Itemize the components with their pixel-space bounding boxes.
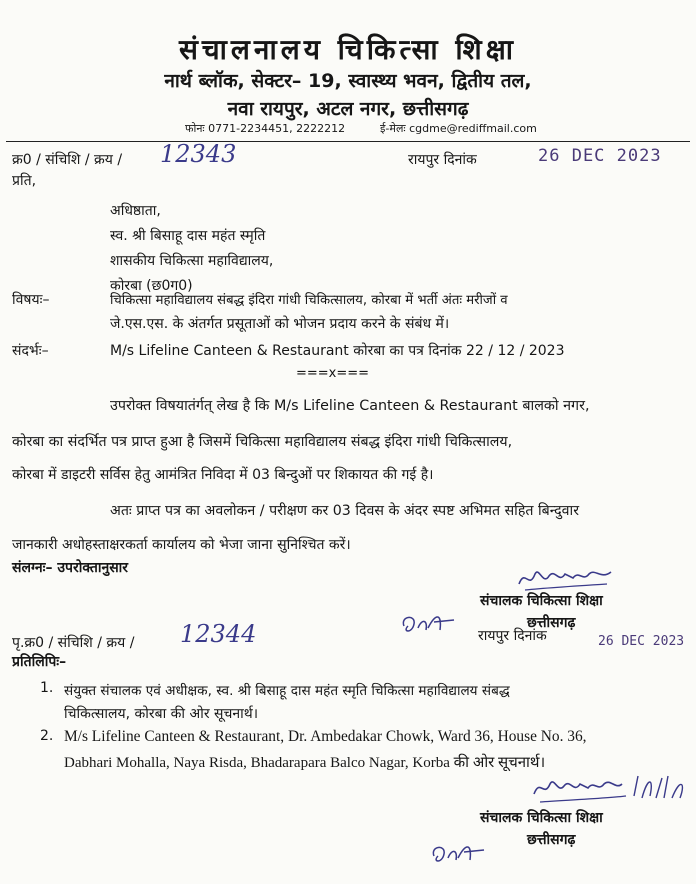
- recipient-line: शासकीय चिकित्सा महाविद्यालय,: [110, 253, 274, 269]
- reference-label: क्र0 / संचिशि / क्रय /: [12, 152, 123, 168]
- signature-2-title: संचालक चिकित्सा शिक्षा: [480, 810, 603, 826]
- recipient-line: स्व. श्री बिसाहू दास महंत स्मृति: [110, 228, 266, 244]
- signature-1-title: संचालक चिकित्सा शिक्षा: [480, 593, 603, 609]
- subject-label: विषयः–: [12, 292, 50, 308]
- endorsement-date-stamp: 26 DEC 2023: [598, 634, 685, 649]
- letterhead-title: संचालनालय चिकित्सा शिक्षा: [178, 33, 518, 66]
- copy-item-line2: Dabhari Mohalla, Naya Risda, Bhadarapara Balco Nagar, Korba की ओर सूचनार्थ।: [64, 755, 546, 771]
- endorsement-place-date-label: रायपुर दिनांक: [478, 628, 547, 644]
- body-para1-line3: कोरबा में डाइटरी सर्विस हेतु आमंत्रित निविदा में 03 बिन्दुओं पर शिकायत की गई है।: [12, 467, 434, 483]
- endorsement-label: पृ.क्र0 / संचिशि / क्रय /: [12, 635, 135, 651]
- copy-item-line2: चिकित्सालय, कोरबा की ओर सूचनार्थ।: [64, 706, 259, 722]
- letterhead-address-line1: नार्थ ब्लॉक, सेक्टर– 19, स्वास्थ्य भवन, द्वितीय तल,: [164, 70, 532, 92]
- body-para2-line2: जानकारी अधोहस्ताक्षरकर्ता कार्यालय को भेजा जाना सुनिश्चित करें।: [12, 537, 351, 553]
- reference-date-stamp: 26 DEC 2023: [538, 146, 662, 166]
- body-para2-line1: अतः प्राप्त पत्र का अवलोकन / परीक्षण कर 03 दिवस के अंदर स्पष्ट अभिमत सहित बिन्दुवार: [110, 503, 580, 519]
- enclosure: संलग्नः– उपरोक्तानुसार: [12, 560, 129, 576]
- subject-line1: चिकित्सा महाविद्यालय संबद्ध इंदिरा गांधी चिकित्सालय, कोरबा में भर्ती अंतः मरीजों व: [110, 293, 508, 308]
- recipient-line: कोरबा (छ0ग0): [110, 278, 193, 294]
- separator: ===x===: [296, 366, 370, 381]
- letterhead-email: ई-मेलः cgdme@rediffmail.com: [380, 122, 537, 135]
- body-para1-line2: कोरबा का संदर्भित पत्र प्राप्त हुआ है जिसमें चिकित्सा महाविद्यालय संबद्ध इंदिरा गांधी चिकित्सालय,: [12, 434, 513, 450]
- reference-text-label: संदर्भः–: [12, 343, 49, 359]
- letterhead-phone: फोनः 0771-2234451, 2222212: [185, 122, 346, 135]
- copy-item-number: 1.: [40, 680, 54, 696]
- pratilipi-label: प्रतिलिपिः–: [12, 654, 67, 670]
- initials-mark: [428, 840, 488, 870]
- recipient-line: अधिष्ठाता,: [110, 203, 161, 219]
- body-para1-line1: उपरोक्त विषयातंर्गत् लेख है कि M/s Lifeline Canteen & Restaurant बालको नगर,: [110, 398, 590, 414]
- reference-text: M/s Lifeline Canteen & Restaurant कोरबा का पत्र दिनांक 22 / 12 / 2023: [110, 343, 565, 359]
- initials-mark: [398, 608, 462, 640]
- letterhead-address-line2: नवा रायपुर, अटल नगर, छत्तीसगढ़: [227, 98, 469, 120]
- reference-place-date-label: रायपुर दिनांक: [408, 152, 477, 168]
- reference-number: 12343: [160, 140, 237, 168]
- copy-item-line1: M/s Lifeline Canteen & Restaurant, Dr. Ambedakar Chowk, Ward 36, House No. 36,: [64, 728, 587, 745]
- letterhead-divider: [6, 141, 690, 142]
- copy-item-number: 2.: [40, 728, 54, 744]
- signature-2-state: छत्तीसगढ़: [527, 832, 576, 848]
- signature-2: [530, 768, 690, 808]
- copy-item-line1: संयुक्त संचालक एवं अधीक्षक, स्व. श्री बिसाहू दास महंत स्मृति चिकित्सा महाविद्यालय संबद्ध: [64, 683, 510, 699]
- endorsement-number: 12344: [180, 620, 257, 648]
- signature-1-state: छत्तीसगढ़: [527, 615, 576, 631]
- recipient-prati: प्रति,: [12, 173, 37, 189]
- subject-line2: जे.एस.एस. के अंतर्गत प्रसूताओं को भोजन प्रदाय करने के संबंध में।: [110, 316, 450, 332]
